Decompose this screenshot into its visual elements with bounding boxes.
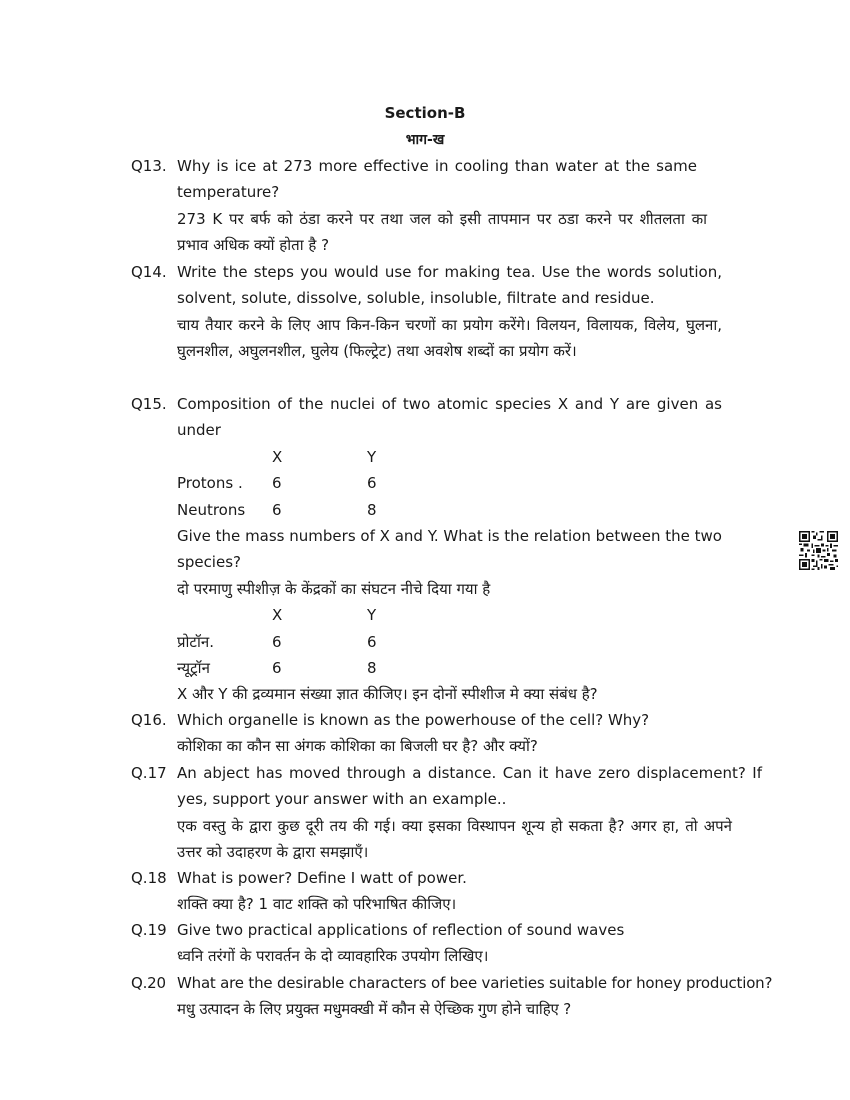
question-number: Q14. <box>131 263 167 281</box>
question-text-hi: शक्ति क्या है? 1 वाट शक्ति को परिभाषित कीजिए। <box>177 895 457 914</box>
question-text-en: An abject has moved through a distance. Can it have zero displacement? If yes, support your answer with an example.. <box>177 764 762 809</box>
question-15 <box>131 391 801 708</box>
question-text-hi: X और Y की द्रव्यमान संख्या ज्ञात कीजिए। इन दोनों स्पीशीज मे क्या संबंध है? <box>177 685 598 704</box>
composition-table-en <box>177 444 801 523</box>
question-text-en: Give the mass numbers of X and Y. What is the relation between the two species? <box>177 526 722 572</box>
question-number: Q.18 <box>131 869 167 887</box>
question-16 <box>131 707 801 760</box>
question-text-hi: मधु उत्पादन के लिए प्रयुक्त मधुमक्खी में कौन से ऐच्छिक गुण होने चाहिए ? <box>177 1000 571 1019</box>
table-row: Protons . 6 6 <box>177 474 377 493</box>
composition-table-hi <box>177 602 801 681</box>
table-row: Neutrons 6 8 <box>177 500 377 519</box>
column-header-y: Y <box>367 606 377 625</box>
question-text-hi: चाय तैयार करने के लिए आप किन-किन चरणों का प्रयोग करेंगे। विलयन, विलायक, विलेय, घुलना, घुलनशील, अघुलनशील, घुलेय (फिल्ट्रेट) तथा अवशेष शब्दों का प्रयोग करें। <box>177 315 722 361</box>
question-number: Q13. <box>131 157 167 175</box>
question-number: Q.19 <box>131 921 167 939</box>
column-header-x: X <box>272 606 283 625</box>
question-text-en: Give two practical applications of reflection of sound waves <box>177 921 625 939</box>
question-text-hi: एक वस्तु के द्वारा कुछ दूरी तय की गई। क्या इसका विस्थापन शून्य हो सकता है? अगर हा, तो अपने उत्तर को उदाहरण के द्वारा समझाएँ। <box>177 816 732 862</box>
question-text-en: Composition of the nuclei of two atomic species X and Y are given as under <box>177 395 722 440</box>
table-header-row <box>177 444 801 470</box>
qr-code-icon <box>799 531 838 570</box>
question-text-en: What is power? Define I watt of power. <box>177 869 467 887</box>
question-number: Q16. <box>131 711 167 729</box>
question-14 <box>131 259 801 365</box>
question-number: Q.17 <box>131 764 167 782</box>
question-text-en: Which organelle is known as the powerhouse of the cell? Why? <box>177 711 650 729</box>
question-17 <box>131 760 801 866</box>
question-20 <box>131 970 811 1023</box>
column-header-y: Y <box>367 447 377 466</box>
question-text-hi: 273 K पर बर्फ को ठंडा करने पर तथा जल को इसी तापमान पर ठडा करने पर शीतलता का प्रभाव अधिक क्यों होता है ? <box>177 209 707 255</box>
table-row: न्यूट्रॉन 6 8 <box>177 658 377 677</box>
section-title: Section-B <box>384 104 466 122</box>
question-13 <box>131 153 801 259</box>
question-number: Q15. <box>131 395 167 413</box>
question-text-hi: दो परमाणु स्पीशीज़ के केंद्रकों का संघटन नीचे दिया गया है <box>177 579 491 598</box>
section-subtitle: भाग-ख <box>405 132 445 148</box>
column-header-x: X <box>272 447 283 466</box>
table-row: प्रोटॉन. 6 6 <box>177 632 377 651</box>
question-text-en: What are the desirable characters of bee varieties suitable for honey production? <box>177 974 773 992</box>
question-number: Q.20 <box>131 974 166 992</box>
table-header-row <box>177 602 801 628</box>
question-text-hi: कोशिका का कौन सा अंगक कोशिका का बिजली घर है? और क्यों? <box>177 737 538 756</box>
question-text-en: Write the steps you would use for making tea. Use the words solution, solvent, solute, dissolve, soluble, insoluble, filtrate and residue. <box>177 263 722 308</box>
question-text-hi: ध्वनि तरंगों के परावर्तन के दो व्यावहारिक उपयोग लिखिए। <box>177 947 489 966</box>
question-18 <box>131 865 801 918</box>
question-19 <box>131 917 801 970</box>
question-text-en: Why is ice at 273 more effective in cooling than water at the same temperature? <box>177 157 697 202</box>
